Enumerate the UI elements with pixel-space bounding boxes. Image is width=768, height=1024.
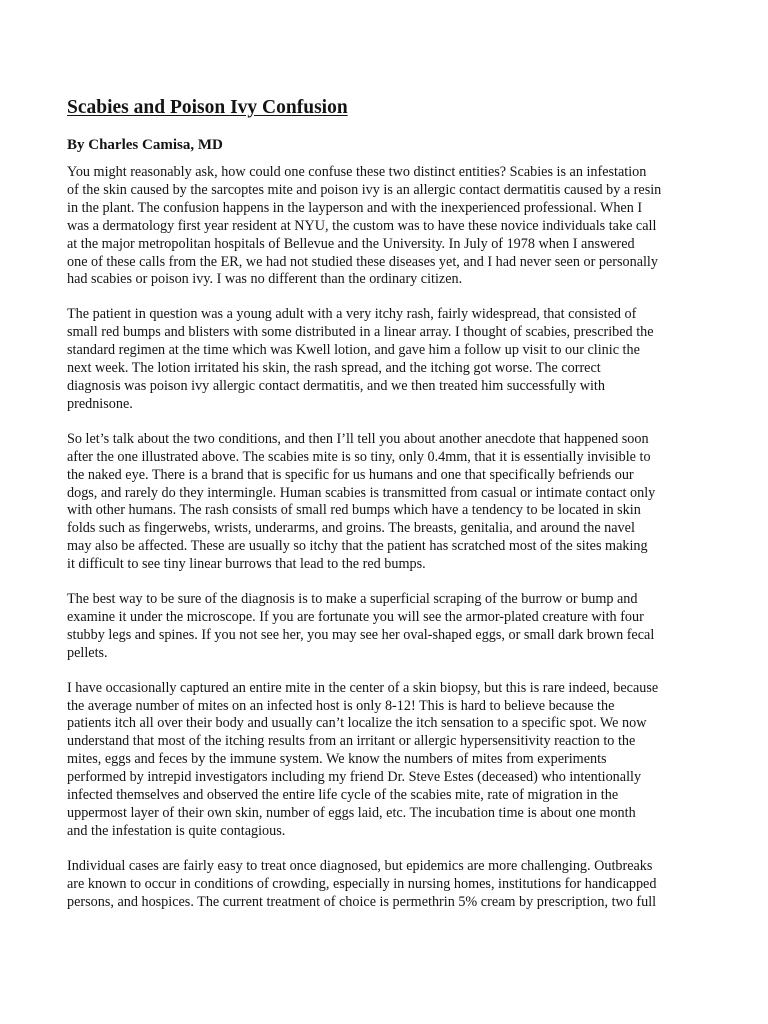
- paragraph-line: small red bumps and blisters with some distributed in a linear array. I thought of scabies, prescribed the: [67, 324, 654, 341]
- paragraph-line: The patient in question was a young adult with a very itchy rash, fairly widespread, that consisted of: [67, 306, 637, 323]
- paragraph-line: Individual cases are fairly easy to treat once diagnosed, but epidemics are more challenging. Outbreaks: [67, 857, 653, 874]
- paragraph-line: are known to occur in conditions of crowding, especially in nursing homes, institutions for handicapped: [67, 875, 657, 892]
- paragraph-line: examine it under the microscope. If you are fortunate you will see the armor-plated creature with four: [67, 608, 644, 625]
- paragraph-line: uppermost layer of their own skin, number of eggs laid, etc. The incubation time is about one month: [67, 805, 636, 821]
- paragraph-6: [67, 858, 701, 912]
- paragraph-line: dogs, and rarely do they intermingle. Human scabies is transmitted from casual or intimate contact only: [67, 484, 656, 501]
- paragraph-line: one of these calls from the ER, we had not studied these diseases yet, and I had never seen or personally: [67, 253, 658, 270]
- paragraph-line: mites, eggs and feces by the immune system. We know the numbers of mites from experiments: [67, 751, 607, 768]
- paragraph-line: had scabies or poison ivy. I was no different than the ordinary citizen.: [67, 271, 463, 288]
- paragraph-line: in the plant. The confusion happens in the layperson and with the inexperienced professional. When I: [67, 199, 643, 216]
- document-title: Scabies and Poison Ivy Confusion: [67, 97, 348, 118]
- paragraph-line: with other humans. The rash consists of small red bumps which have a tendency to be located in skin: [67, 502, 641, 519]
- paragraph-line: So let’s talk about the two conditions, and then I’ll tell you about another anecdote that happened soon: [67, 430, 649, 447]
- paragraph-line: the average number of mites on an infected host is only 8-12! This is hard to believe because the: [67, 697, 615, 714]
- paragraph-line: performed by intrepid investigators including my friend Dr. Steve Estes (deceased) who intentionally: [67, 769, 642, 786]
- paragraph-line: stubby legs and spines. If you not see her, you may see her oval-shaped eggs, or small dark brown fecal: [67, 626, 655, 643]
- paragraph-2: [67, 306, 701, 413]
- paragraph-line: pellets.: [67, 644, 108, 661]
- paragraph-line: The best way to be sure of the diagnosis is to make a superficial scraping of the burrow or bump and: [67, 591, 638, 608]
- paragraph-4: [67, 591, 701, 663]
- paragraph-line: at the major metropolitan hospitals of Bellevue and the University. In July of 1978 when I answered: [67, 235, 635, 252]
- document-body: [67, 164, 701, 912]
- paragraph-line: patients itch all over their body and usually can’t localize the itch sensation to a specific spot. We now: [67, 715, 647, 732]
- paragraph-line: next week. The lotion irritated his skin, the rash spread, and the itching got worse. The correct: [67, 360, 601, 377]
- paragraph-line: prednisone.: [67, 395, 133, 412]
- paragraph-line: and the infestation is quite contagious.: [67, 822, 286, 839]
- paragraph-line: persons, and hospices. The current treatment of choice is permethrin 5% cream by prescription, two full: [67, 893, 657, 910]
- paragraph-line: was a dermatology first year resident at NYU, the custom was to have these novice individuals take call: [67, 217, 657, 234]
- paragraph-line: diagnosis was poison ivy allergic contact dermatitis, and we then treated him successfully with: [67, 377, 605, 394]
- paragraph-line: infected themselves and observed the entire life cycle of the scabies mite, rate of migration in the: [67, 787, 619, 804]
- paragraph-line: folds such as fingerwebs, wrists, underarms, and groins. The breasts, genitalia, and around the navel: [67, 520, 635, 537]
- paragraph-line: You might reasonably ask, how could one confuse these two distinct entities? Scabies is an infestation: [67, 164, 647, 180]
- paragraph-3: [67, 431, 701, 574]
- paragraph-line: of the skin caused by the sarcoptes mite and poison ivy is an allergic contact dermatitis caused by a resin: [67, 181, 662, 198]
- paragraph-line: understand that most of the itching results from an irritant or allergic hypersensitivity reaction to the: [67, 733, 636, 750]
- paragraph-line: may also be affected. These are usually so itchy that the patient has scratched most of the sites making: [67, 538, 648, 555]
- paragraph-1: [67, 164, 701, 289]
- paragraph-line: I have occasionally captured an entire mite in the center of a skin biopsy, but this is rare indeed, because: [67, 679, 659, 696]
- paragraph-line: standard regimen at the time which was Kwell lotion, and gave him a follow up visit to our clinic the: [67, 342, 640, 359]
- paragraph-line: after the one illustrated above. The scabies mite is so tiny, only 0.4mm, that it is essentially invisible to: [67, 448, 651, 465]
- paragraph-5: [67, 680, 701, 841]
- document-page: [67, 96, 701, 929]
- paragraph-line: the naked eye. There is a brand that is specific for us humans and one that specifically befriends our: [67, 466, 634, 483]
- paragraph-line: it difficult to see tiny linear burrows that lead to the red bumps.: [67, 556, 426, 573]
- document-author: By Charles Camisa, MD: [67, 137, 223, 153]
